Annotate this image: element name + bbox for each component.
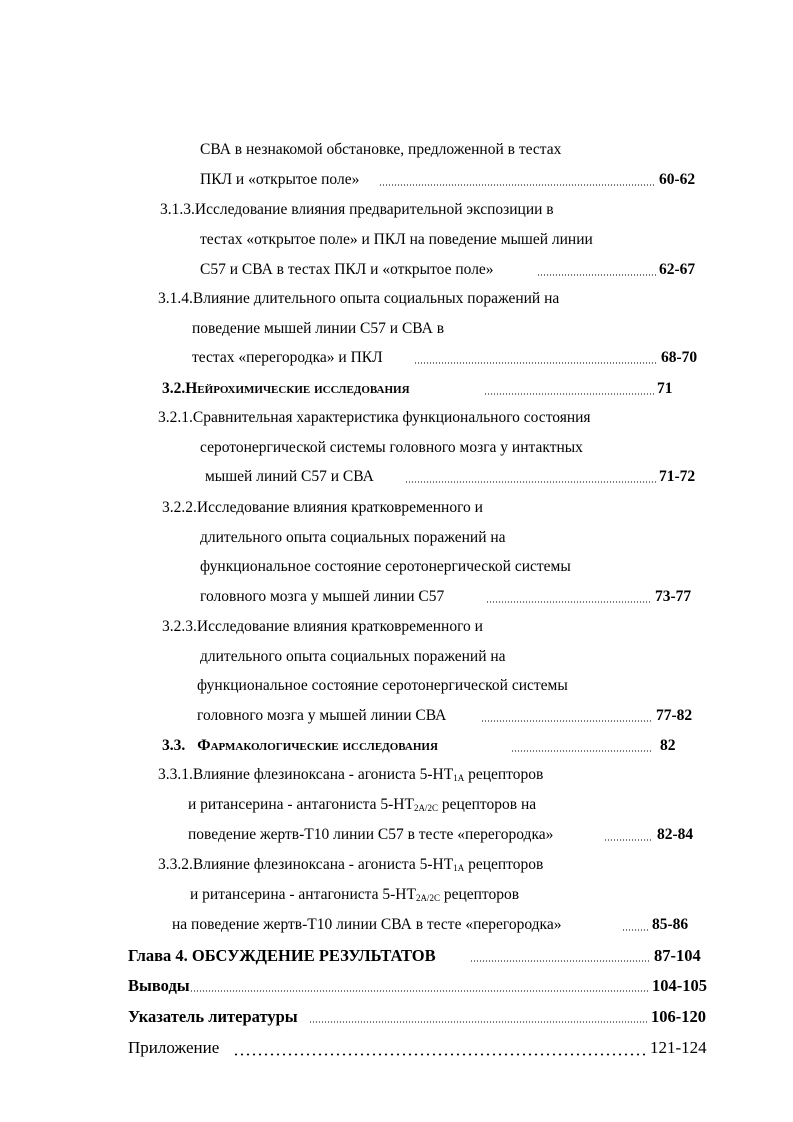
dot-leader [486,601,652,603]
toc-entry: поведение жертв-Т10 линии С57 в тесте «перегородка» [188,826,554,843]
toc-line: длительного опыта социальных поражений на [200,529,506,546]
toc-line: длительного опыта социальных поражений на [200,648,506,665]
page-number: 77-82 [656,707,693,724]
toc-entry: мышей линий С57 и СВА [205,468,374,485]
chapter-entry: Выводы [128,976,190,995]
toc-line: 3.1.4.Влияние длительного опыта социальных поражений на [158,290,560,307]
toc-line: поведение мышей линии С57 и СВА в [192,320,445,337]
toc-line: и ритансерина - антагониста $5-НТ_{2A/2C}$ рецепторов [190,886,520,903]
dot-leader [511,750,652,752]
toc-line: СВА в незнакомой обстановке, предложенной в тестах [200,141,562,158]
toc-line: 3.1.3.Исследование влияния предварительной экспозиции в [160,201,554,218]
dot-leader [414,362,657,364]
page-number: 87-104 [654,946,701,965]
chapter-entry: Указатель литературы [128,1007,298,1026]
toc-line: функциональное состояние серотонергической системы [197,677,568,694]
page-number: 82-84 [657,826,694,843]
toc-entry: ПКЛ и «открытое поле» [200,171,360,188]
dot-leader [470,960,650,962]
toc-line: 3.2.1.Сравнительная характеристика функционального состояния [158,409,591,426]
toc-line: 3.3.1.Влияние флезиноксана - агониста $5-НТ_{1А}$ рецепторов [158,766,544,783]
toc-entry: тестах «перегородка» и ПКЛ [192,349,383,366]
page-number: 121-124 [650,1038,707,1057]
toc-line: серотонергической системы головного мозга у интактных [200,439,583,456]
dot-leader [379,184,656,186]
chapter-entry: Глава 4. ОБСУЖДЕНИЕ РЕЗУЛЬТАТОВ [128,946,436,965]
toc-entry: на поведение жертв-Т10 линии СВА в тесте «перегородка» [172,916,562,933]
toc-line: тестах «открытое поле» и ПКЛ на поведение мышей линии [200,231,593,248]
toc-entry: С57 и СВА в тестах ПКЛ и «открытое поле» [200,261,494,278]
chapter-entry: Приложение [128,1038,220,1057]
section-heading: 3.3. Фармакологические исследования [162,737,438,754]
page-number: 104-105 [652,976,707,995]
dot-leader [233,1053,648,1056]
toc-line: 3.2.2.Исследование влияния кратковременного и [162,499,483,516]
page-number: 106-120 [651,1007,706,1026]
dot-leader [405,481,656,483]
toc-entry: головного мозга у мышей линии СВА [197,707,447,724]
page-number: 73-77 [655,588,692,605]
section-heading: 3.2.Нейрохимические исследования [162,380,410,397]
page-number: 82 [660,737,676,754]
page-number: 62-67 [659,261,696,278]
page-number: 68-70 [661,349,698,366]
dot-leader [537,274,656,276]
dot-leader [604,839,653,841]
toc-line: 3.3.2.Влияние флезиноксана - агониста $5-НТ_{1А}$ рецепторов [158,856,544,873]
page-number: 71 [657,380,673,397]
toc-line: функциональное состояние серотонергической системы [200,558,571,575]
dot-leader [622,929,649,931]
dot-leader [484,393,654,395]
toc-line: 3.2.3.Исследование влияния кратковременного и [162,618,483,635]
dot-leader [481,720,652,722]
dot-leader [309,1021,647,1023]
dot-leader [190,990,649,992]
toc-line: и ритансерина - антагониста $5-НТ_{2A/2C}$ рецепторов на [188,796,537,813]
page-number: 85-86 [652,916,689,933]
page-number: 60-62 [659,171,696,188]
page-number: 71-72 [659,468,696,485]
toc-entry: головного мозга у мышей линии С57 [200,588,445,605]
